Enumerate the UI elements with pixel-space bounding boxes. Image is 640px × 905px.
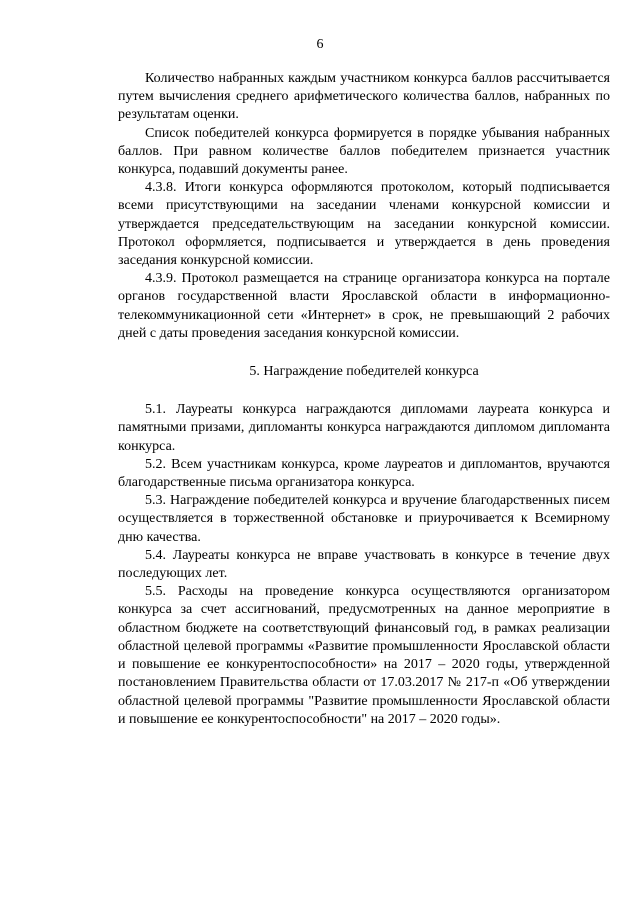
paragraph-5-5: 5.5. Расходы на проведение конкурса осуществляются организатором конкурса за счет ассигнований, предусмотренных на данное мероприятие в областном бюджете на соответствующий финансовый год, в рамках реализации областной целевой программы «Развитие промышленности Ярославской области и повышение ее конкурентоспособности» на 2017 – 2020 годы, утвержденной постановлением Правительства области от 17.03.2017 № 217-п «Об утверждении областной целевой программы "Развитие промышленности Ярославской области и повышение ее конкурентоспособности" на 2017 – 2020 годы». bbox=[118, 584, 610, 727]
paragraph-score-calculation: Количество набранных каждым участником конкурса баллов рассчитывается путем вычисления среднего арифметического количества баллов, набранных по результатам оценки. bbox=[118, 71, 610, 123]
paragraph-4-3-8: 4.3.8. Итоги конкурса оформляются протоколом, который подписывается всеми присутствующими на заседании членами конкурсной комиссии и утверждается председательствующим на заседании конкурсной комиссии. Протокол оформляется, подписывается и утверждается в день проведения заседания конкурсной комиссии. bbox=[118, 180, 610, 269]
paragraph-5-4: 5.4. Лауреаты конкурса не вправе участвовать в конкурсе в течение двух последующих лет. bbox=[118, 547, 610, 582]
section-heading-awarding: 5. Награждение победителей конкурса bbox=[249, 364, 479, 380]
paragraph-winners-list: Список победителей конкурса формируется в порядке убывания набранных баллов. При равном количестве баллов победителем признается участник конкурса, подавший документы ранее. bbox=[118, 125, 610, 178]
page-number: 6 bbox=[316, 37, 324, 52]
document-body bbox=[118, 70, 610, 729]
paragraph-4-3-9: 4.3.9. Протокол размещается на странице организатора конкурса на портале органов государственной власти Ярославской области в информационно-телекоммуникационной сети «Интернет» в срок, не превышающий 2 рабочих дней с даты проведения заседания конкурсной комиссии. bbox=[118, 271, 610, 341]
paragraph-5-2: 5.2. Всем участникам конкурса, кроме лауреатов и дипломантов, вручаются благодарственные письма организатора конкурса. bbox=[118, 456, 610, 491]
paragraph-5-1: 5.1. Лауреаты конкурса награждаются дипломами лауреата конкурса и памятными призами, дипломанты конкурса награждаются дипломом дипломанта конкурса. bbox=[118, 402, 610, 454]
paragraph-5-3: 5.3. Награждение победителей конкурса и вручение благодарственных писем осуществляется в торжественной обстановке и приурочивается к Всемирному дню качества. bbox=[118, 493, 610, 545]
